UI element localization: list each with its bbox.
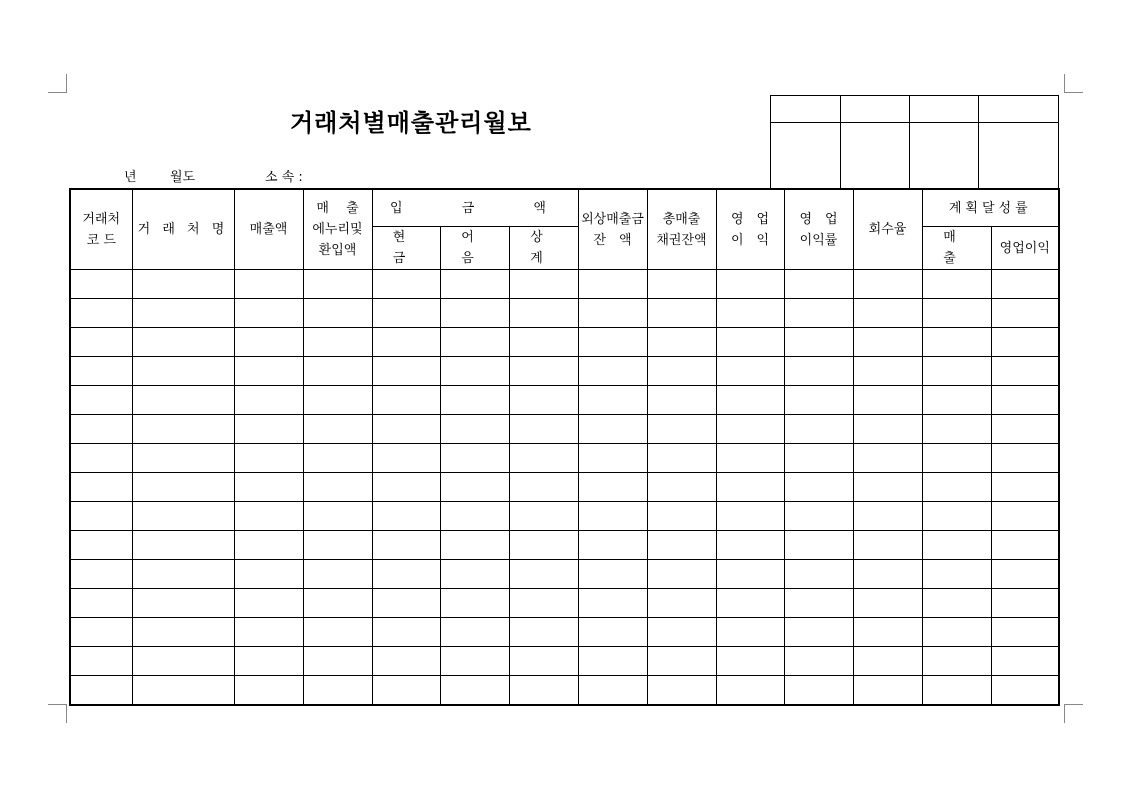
table-cell[interactable]: [509, 386, 578, 415]
table-cell[interactable]: [132, 531, 234, 560]
table-cell[interactable]: [132, 270, 234, 299]
table-row: [70, 473, 1059, 502]
table-cell[interactable]: [716, 618, 784, 647]
table-cell[interactable]: [303, 357, 372, 386]
header-plan-achievement: 계획달성률: [922, 189, 1059, 227]
table-cell[interactable]: [303, 560, 372, 589]
table-row: [70, 502, 1059, 531]
table-cell[interactable]: [303, 328, 372, 357]
table-row: [70, 560, 1059, 589]
table-cell[interactable]: [784, 415, 853, 444]
table-cell[interactable]: [303, 473, 372, 502]
table-cell[interactable]: [70, 502, 132, 531]
table-cell[interactable]: [784, 357, 853, 386]
table-cell[interactable]: [440, 328, 509, 357]
table-cell[interactable]: [303, 415, 372, 444]
table-cell[interactable]: [991, 357, 1059, 386]
table-cell[interactable]: [853, 676, 922, 706]
approval-title-cell[interactable]: [910, 96, 979, 123]
table-cell[interactable]: [784, 560, 853, 589]
table-cell[interactable]: [372, 560, 440, 589]
table-cell[interactable]: [647, 618, 716, 647]
sales-report-table: [69, 188, 1060, 706]
table-cell[interactable]: [991, 415, 1059, 444]
table-cell[interactable]: [509, 270, 578, 299]
table-cell[interactable]: [234, 647, 303, 676]
table-cell[interactable]: [991, 647, 1059, 676]
table-row: [70, 589, 1059, 618]
table-cell[interactable]: [303, 444, 372, 473]
table-cell[interactable]: [509, 676, 578, 706]
table-cell[interactable]: [922, 386, 991, 415]
table-cell[interactable]: [853, 299, 922, 328]
table-cell[interactable]: [991, 531, 1059, 560]
table-cell[interactable]: [784, 531, 853, 560]
table-cell[interactable]: [578, 328, 647, 357]
table-cell[interactable]: [784, 386, 853, 415]
table-cell[interactable]: [303, 647, 372, 676]
table-cell[interactable]: [440, 676, 509, 706]
table-cell[interactable]: [234, 531, 303, 560]
table-cell[interactable]: [440, 618, 509, 647]
table-cell[interactable]: [647, 502, 716, 531]
table-cell[interactable]: [509, 299, 578, 328]
table-cell[interactable]: [647, 299, 716, 328]
table-cell[interactable]: [991, 270, 1059, 299]
header-operating-profit: 영 업 이 익: [716, 189, 784, 270]
header-sales-amount: 매출액: [234, 189, 303, 270]
table-cell[interactable]: [647, 386, 716, 415]
table-cell[interactable]: [991, 502, 1059, 531]
table-cell[interactable]: [234, 357, 303, 386]
table-cell[interactable]: [372, 676, 440, 706]
table-cell[interactable]: [922, 270, 991, 299]
table-cell[interactable]: [509, 589, 578, 618]
table-cell[interactable]: [440, 589, 509, 618]
table-cell[interactable]: [70, 531, 132, 560]
table-cell[interactable]: [70, 473, 132, 502]
table-cell[interactable]: [70, 386, 132, 415]
table-cell[interactable]: [303, 502, 372, 531]
table-cell[interactable]: [372, 444, 440, 473]
table-cell[interactable]: [578, 270, 647, 299]
header-client-code: 거래처 코 드: [70, 189, 132, 270]
header-deposit-bill: 어 음: [440, 227, 509, 270]
table-row: [70, 647, 1059, 676]
table-cell[interactable]: [509, 647, 578, 676]
table-cell[interactable]: [234, 415, 303, 444]
header-outstanding-balance: 외상매출금 잔 액: [578, 189, 647, 270]
table-cell[interactable]: [922, 618, 991, 647]
table-cell[interactable]: [440, 444, 509, 473]
table-cell[interactable]: [440, 357, 509, 386]
table-cell[interactable]: [647, 415, 716, 444]
approval-box: [770, 95, 1059, 189]
table-row: [70, 444, 1059, 473]
approval-title-cell[interactable]: [841, 96, 910, 123]
table-cell[interactable]: [372, 473, 440, 502]
table-cell[interactable]: [509, 531, 578, 560]
table-cell[interactable]: [440, 647, 509, 676]
table-row: [70, 618, 1059, 647]
table-cell[interactable]: [784, 473, 853, 502]
table-cell[interactable]: [853, 473, 922, 502]
table-cell[interactable]: [853, 618, 922, 647]
table-cell[interactable]: [509, 502, 578, 531]
table-cell[interactable]: [922, 589, 991, 618]
table-cell[interactable]: [132, 444, 234, 473]
table-cell[interactable]: [578, 299, 647, 328]
table-cell[interactable]: [132, 560, 234, 589]
table-cell[interactable]: [234, 328, 303, 357]
table-cell[interactable]: [578, 647, 647, 676]
table-cell[interactable]: [716, 473, 784, 502]
table-cell[interactable]: [132, 386, 234, 415]
table-cell[interactable]: [716, 676, 784, 706]
table-cell[interactable]: [132, 473, 234, 502]
table-cell[interactable]: [647, 531, 716, 560]
table-body: [70, 270, 1059, 706]
table-cell[interactable]: [991, 328, 1059, 357]
table-row: [70, 270, 1059, 299]
table-cell[interactable]: [578, 357, 647, 386]
approval-sign-cell[interactable]: [979, 123, 1059, 189]
table-cell[interactable]: [647, 473, 716, 502]
table-cell[interactable]: [303, 589, 372, 618]
table-cell[interactable]: [853, 270, 922, 299]
table-row: [70, 357, 1059, 386]
table-cell[interactable]: [716, 531, 784, 560]
table-cell[interactable]: [234, 560, 303, 589]
header-discount-return: 매 출 에누리및 환입액: [303, 189, 372, 270]
table-cell[interactable]: [70, 270, 132, 299]
table-row: [70, 299, 1059, 328]
table-cell[interactable]: [132, 502, 234, 531]
table-cell[interactable]: [784, 299, 853, 328]
table-cell[interactable]: [922, 299, 991, 328]
approval-title-cell[interactable]: [979, 96, 1059, 123]
table-cell[interactable]: [784, 589, 853, 618]
table-cell[interactable]: [922, 328, 991, 357]
table-cell[interactable]: [234, 502, 303, 531]
table-cell[interactable]: [303, 299, 372, 328]
table-cell[interactable]: [372, 386, 440, 415]
table-cell[interactable]: [716, 357, 784, 386]
table-cell[interactable]: [303, 618, 372, 647]
table-cell[interactable]: [853, 415, 922, 444]
approval-sign-cell[interactable]: [771, 123, 841, 189]
table-cell[interactable]: [853, 647, 922, 676]
header-achievement-sales: 매 출: [922, 227, 991, 270]
table-cell[interactable]: [234, 618, 303, 647]
table-cell[interactable]: [991, 386, 1059, 415]
table-cell[interactable]: [372, 357, 440, 386]
table-cell[interactable]: [70, 357, 132, 386]
table-cell[interactable]: [234, 676, 303, 706]
table-cell[interactable]: [372, 328, 440, 357]
table-cell[interactable]: [372, 299, 440, 328]
table-cell[interactable]: [372, 270, 440, 299]
table-cell[interactable]: [440, 531, 509, 560]
table-cell[interactable]: [578, 444, 647, 473]
department-label: 소 속 :: [265, 170, 303, 185]
table-cell[interactable]: [509, 618, 578, 647]
table-cell[interactable]: [991, 589, 1059, 618]
table-cell[interactable]: [578, 415, 647, 444]
table-cell[interactable]: [132, 589, 234, 618]
table-cell[interactable]: [784, 270, 853, 299]
page-title: 거래처별매출관리월보: [290, 108, 532, 137]
table-cell[interactable]: [578, 502, 647, 531]
approval-sign-cell[interactable]: [841, 123, 910, 189]
table-row: [70, 531, 1059, 560]
table-cell[interactable]: [647, 357, 716, 386]
table-cell[interactable]: [922, 444, 991, 473]
table-cell[interactable]: [132, 357, 234, 386]
table-cell[interactable]: [372, 618, 440, 647]
table-cell[interactable]: [372, 647, 440, 676]
table-cell[interactable]: [716, 386, 784, 415]
table-cell[interactable]: [853, 386, 922, 415]
crop-mark-top-left: [48, 74, 67, 93]
table-cell[interactable]: [784, 444, 853, 473]
table-cell[interactable]: [647, 560, 716, 589]
table-cell[interactable]: [578, 386, 647, 415]
table-cell[interactable]: [440, 560, 509, 589]
table-cell[interactable]: [132, 299, 234, 328]
table-cell[interactable]: [716, 560, 784, 589]
month-label: 월도: [170, 170, 196, 185]
table-cell[interactable]: [647, 589, 716, 618]
table-cell[interactable]: [372, 531, 440, 560]
table-cell[interactable]: [853, 560, 922, 589]
table-cell[interactable]: [372, 589, 440, 618]
table-cell[interactable]: [784, 328, 853, 357]
table-cell[interactable]: [578, 473, 647, 502]
table-cell[interactable]: [922, 676, 991, 706]
table-cell[interactable]: [922, 560, 991, 589]
table-cell[interactable]: [853, 328, 922, 357]
table-cell[interactable]: [303, 386, 372, 415]
table-row: [70, 415, 1059, 444]
table-cell[interactable]: [991, 299, 1059, 328]
table-cell[interactable]: [784, 676, 853, 706]
table-cell[interactable]: [509, 357, 578, 386]
table-cell[interactable]: [372, 415, 440, 444]
table-cell[interactable]: [784, 502, 853, 531]
table-cell[interactable]: [303, 270, 372, 299]
table-cell[interactable]: [922, 415, 991, 444]
crop-mark-top-right: [1064, 74, 1083, 93]
table-cell[interactable]: [853, 589, 922, 618]
table-cell[interactable]: [991, 560, 1059, 589]
header-deposit-cash: 현 금: [372, 227, 440, 270]
table-cell[interactable]: [647, 328, 716, 357]
table-cell[interactable]: [784, 647, 853, 676]
table-row: [70, 676, 1059, 706]
table-cell[interactable]: [922, 531, 991, 560]
table-cell[interactable]: [716, 589, 784, 618]
table-cell[interactable]: [70, 328, 132, 357]
table-cell[interactable]: [922, 502, 991, 531]
table-row: [70, 328, 1059, 357]
table-cell[interactable]: [70, 444, 132, 473]
table-cell[interactable]: [132, 415, 234, 444]
table-cell[interactable]: [234, 270, 303, 299]
header-client-name: 거 래 처 명: [132, 189, 234, 270]
approval-title-cell[interactable]: [771, 96, 841, 123]
table-cell[interactable]: [853, 502, 922, 531]
table-cell[interactable]: [578, 589, 647, 618]
table-cell[interactable]: [991, 444, 1059, 473]
table-cell[interactable]: [509, 560, 578, 589]
table-cell[interactable]: [132, 676, 234, 706]
table-cell[interactable]: [440, 502, 509, 531]
year-label: 년: [124, 170, 137, 185]
table-cell[interactable]: [234, 473, 303, 502]
table-cell[interactable]: [716, 444, 784, 473]
table-cell[interactable]: [578, 676, 647, 706]
table-cell[interactable]: [234, 299, 303, 328]
table-cell[interactable]: [234, 444, 303, 473]
table-cell[interactable]: [716, 502, 784, 531]
table-cell[interactable]: [991, 676, 1059, 706]
table-row: [70, 386, 1059, 415]
table-cell[interactable]: [70, 618, 132, 647]
table-cell[interactable]: [132, 328, 234, 357]
table-cell[interactable]: [234, 589, 303, 618]
table-cell[interactable]: [647, 647, 716, 676]
table-cell[interactable]: [303, 676, 372, 706]
table-cell[interactable]: [234, 386, 303, 415]
table-cell[interactable]: [509, 473, 578, 502]
table-cell[interactable]: [70, 589, 132, 618]
table-cell[interactable]: [922, 473, 991, 502]
table-cell[interactable]: [303, 531, 372, 560]
table-cell[interactable]: [70, 415, 132, 444]
table-cell[interactable]: [440, 386, 509, 415]
table-cell[interactable]: [70, 299, 132, 328]
table-cell[interactable]: [509, 328, 578, 357]
table-cell[interactable]: [70, 647, 132, 676]
table-cell[interactable]: [578, 531, 647, 560]
table-cell[interactable]: [132, 618, 234, 647]
header-profit-rate: 영 업 이익률: [784, 189, 853, 270]
table-cell[interactable]: [70, 676, 132, 706]
table-cell[interactable]: [647, 444, 716, 473]
table-cell[interactable]: [784, 618, 853, 647]
header-achievement-profit: 영업이익: [991, 227, 1059, 270]
table-cell[interactable]: [991, 618, 1059, 647]
table-cell[interactable]: [440, 299, 509, 328]
table-cell[interactable]: [440, 415, 509, 444]
table-cell[interactable]: [132, 647, 234, 676]
table-cell[interactable]: [509, 444, 578, 473]
table-cell[interactable]: [922, 647, 991, 676]
header-deposit-amount: 입 금 액: [372, 189, 578, 227]
table-cell[interactable]: [716, 328, 784, 357]
table-cell[interactable]: [578, 618, 647, 647]
table-cell[interactable]: [991, 473, 1059, 502]
table-cell[interactable]: [716, 647, 784, 676]
table-cell[interactable]: [922, 357, 991, 386]
table-cell[interactable]: [716, 299, 784, 328]
crop-mark-bottom-right: [1064, 704, 1083, 723]
table-cell[interactable]: [716, 415, 784, 444]
table-cell[interactable]: [578, 560, 647, 589]
table-cell[interactable]: [440, 270, 509, 299]
table-cell[interactable]: [70, 560, 132, 589]
table-cell[interactable]: [509, 415, 578, 444]
table-cell[interactable]: [372, 502, 440, 531]
table-cell[interactable]: [853, 531, 922, 560]
header-deposit-offset: 상 계: [509, 227, 578, 270]
crop-mark-bottom-left: [48, 704, 67, 723]
approval-sign-cell[interactable]: [910, 123, 979, 189]
table-cell[interactable]: [716, 270, 784, 299]
table-cell[interactable]: [647, 270, 716, 299]
header-collection-rate: 회수율: [853, 189, 922, 270]
table-cell[interactable]: [853, 444, 922, 473]
table-cell[interactable]: [647, 676, 716, 706]
table-cell[interactable]: [853, 357, 922, 386]
table-cell[interactable]: [440, 473, 509, 502]
header-receivable-balance: 총매출 채권잔액: [647, 189, 716, 270]
